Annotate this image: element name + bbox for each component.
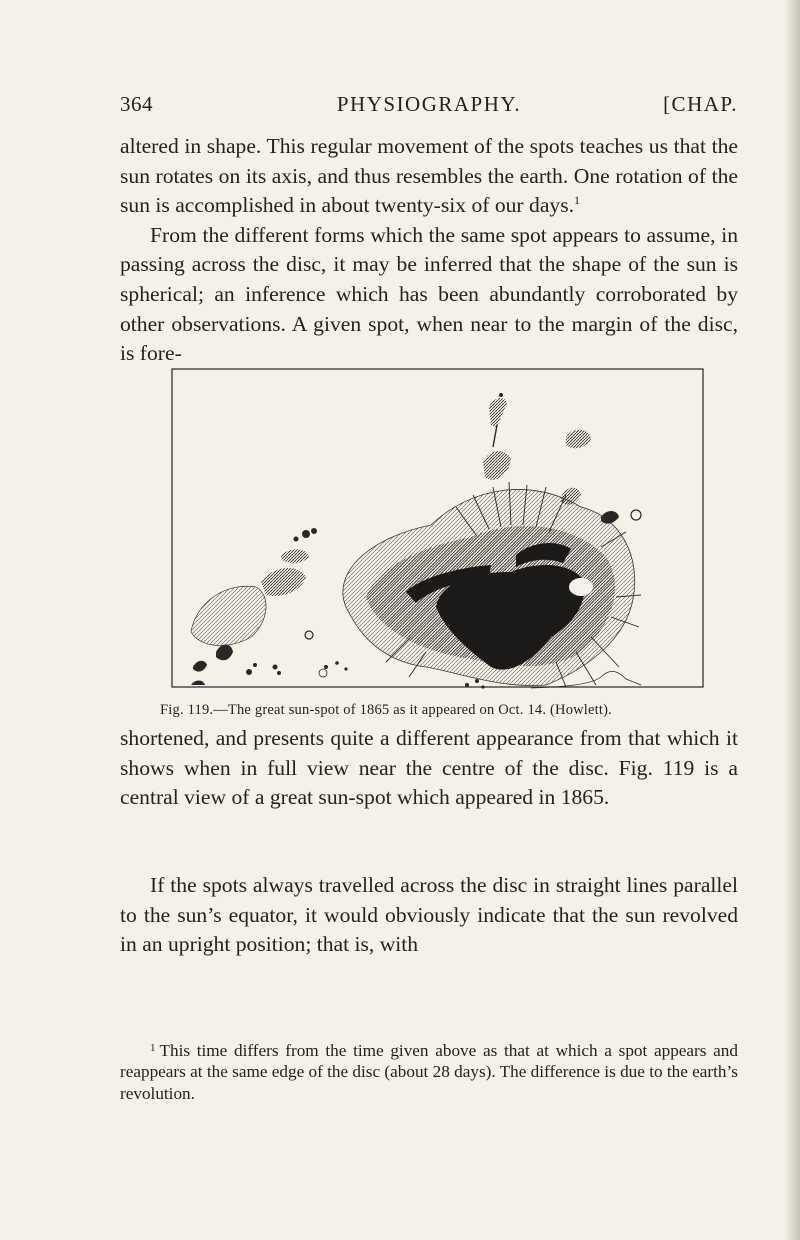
running-title: PHYSIOGRAPHY. (336, 92, 522, 116)
footnote-marker: 1 (150, 1042, 156, 1054)
sunspot-figure (171, 367, 707, 689)
footnote-reference: 1 (574, 193, 580, 208)
page-number: 364 (120, 92, 153, 116)
footnote-text: This time differs from the time given above as that at which a spot appears and reappears at the same edge of the disc (about 28 days). The difference is due to the earth’s revolution. (120, 1041, 738, 1103)
chapter-label: [CHAP. (663, 92, 738, 116)
sunspot-illustration (171, 367, 707, 689)
paragraph-3 (120, 724, 738, 813)
paragraph-2: From the different forms which the same spot appears to assume, in passing across the disc, it may be inferred that the shape of the sun is spherical; an inference which has been abundantly corroborated by other observations. A given spot, when near to the margin of the disc, is fore- (120, 222, 738, 366)
page-edge-shadow (786, 0, 800, 1240)
footnote (120, 1038, 738, 1104)
running-header (120, 92, 738, 122)
paragraph-4 (120, 871, 738, 960)
figure-caption: Fig. 119.—The great sun-spot of 1865 as it appeared on Oct. 14. (Howlett). (160, 702, 612, 718)
paragraph-1: altered in shape. This regular movement of the spots teaches us that the sun rotates on its axis, and thus resembles the earth. One rotation of the sun is accomplished in about twenty-six of our days. (120, 134, 738, 218)
body-text-top (120, 132, 738, 369)
paragraph-4-text: If the spots always travelled across the disc in straight lines parallel to the sun’s equator, it would obviously indicate that the sun revolved in an upright position; that is, with (120, 873, 738, 957)
paragraph-3-text: shortened, and presents quite a different appearance from that which it shows when in full view near the centre of the disc. Fig. 119 is a central view of a great sun-spot which appeared in 1865. (120, 726, 738, 810)
